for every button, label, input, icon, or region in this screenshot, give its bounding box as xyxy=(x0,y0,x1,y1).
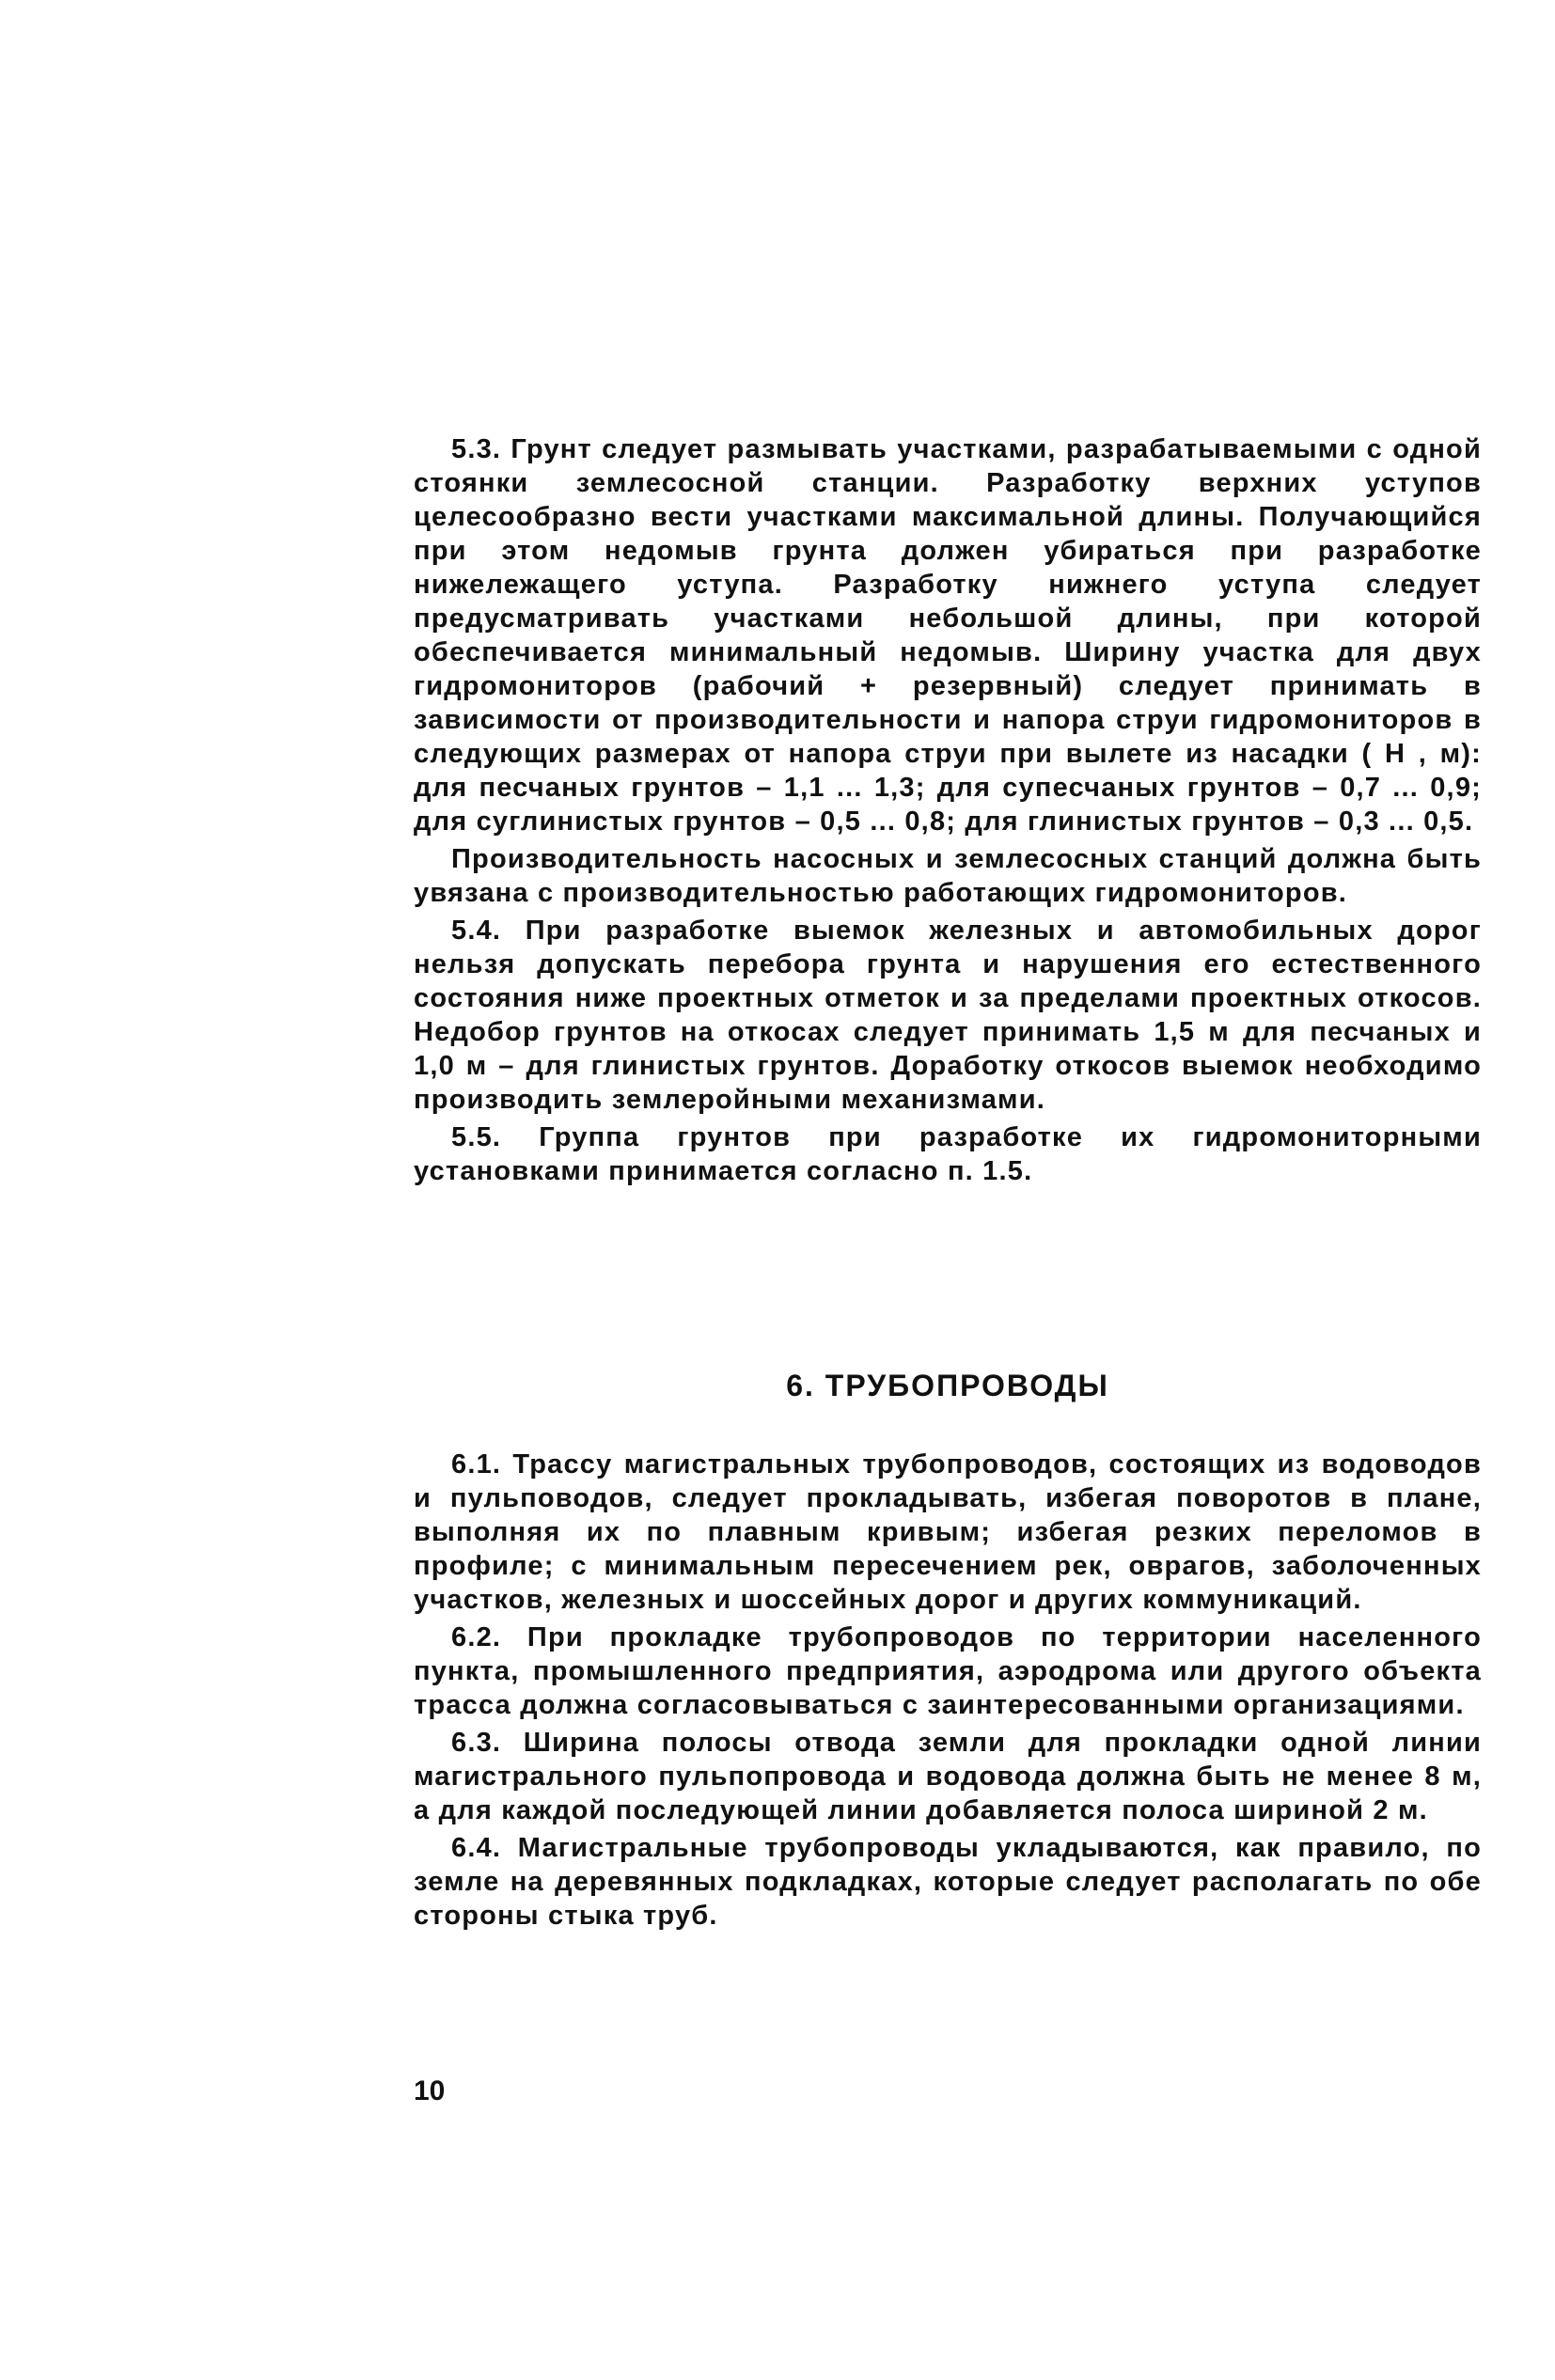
paragraph-6-4: 6.4. Магистральные трубопроводы укладываются, как правило, по земле на деревянных подкладках, которые следует располагать по обе стороны стыка труб. xyxy=(414,1833,1482,1931)
paragraph-5-3-continued: Производительность насосных и землесосных станций должна быть увязана с производительностью работающих гидромониторов. xyxy=(414,844,1482,908)
page-number: 10 xyxy=(414,2075,446,2106)
paragraph-5-3: 5.3. Грунт следует размывать участками, разрабатываемыми с одной стоянки землесосной станции. Разработку верхних уступов целесообразно вести участками максимальной длины. Получающийся при этом недомыв грунта должен убираться при разработке нижележащего уступа. Разработку нижнего уступа следует предусматривать участками небольшой длины, при которой обеспечивается минимальный недомыв. Ширину участка для двух гидромониторов (рабочий + резервный) следует принимать в зависимости от производительности и напора струи гидромониторов в следующих размерах от напора струи при вылете из насадки ( Н , м): для песчаных грунтов – 1,1 ... 1,3; для супесчаных грунтов – 0,7 ... 0,9; для суглинистых грунтов – 0,5 ... 0,8; для глинистых грунтов – 0,3 ... 0,5. xyxy=(414,434,1482,837)
section-6-text xyxy=(414,1448,1482,1933)
paragraph-5-4: 5.4. При разработке выемок железных и автомобильных дорог нельзя допускать перебора грунта и нарушения его естественного состояния ниже проектных отметок и за пределами проектных откосов. Недобор грунтов на откосах следует принимать 1,5 м для песчаных и 1,0 м – для глинистых грунтов. Доработку откосов выемок необходимо производить землеройными механизмами. xyxy=(414,916,1482,1115)
paragraph-6-2: 6.2. При прокладке трубопроводов по территории населенного пункта, промышленного предприятия, аэродрома или другого объекта трасса должна согласовываться с заинтересованными организациями. xyxy=(414,1622,1482,1720)
paragraph-5-5: 5.5. Группа грунтов при разработке их гидромониторными установками принимается согласно п. 1.5. xyxy=(414,1122,1482,1186)
section-5-text xyxy=(414,432,1482,1188)
paragraph-6-1: 6.1. Трассу магистральных трубопроводов, состоящих из водоводов и пульповодов, следует прокладывать, избегая поворотов в плане, выполняя их по плавным кривым; избегая резких переломов в профиле; с минимальным пересечением рек, оврагов, заболоченных участков, железных и шоссейных дорог и других коммуникаций. xyxy=(414,1449,1482,1615)
section-6-heading: 6. ТРУБОПРОВОДЫ xyxy=(786,1369,1109,1402)
paragraph-6-3: 6.3. Ширина полосы отвода земли для прокладки одной линии магистрального пульпопровода и водовода должна быть не менее 8 м, а для каждой последующей линии добавляется полоса шириной 2 м. xyxy=(414,1728,1482,1825)
